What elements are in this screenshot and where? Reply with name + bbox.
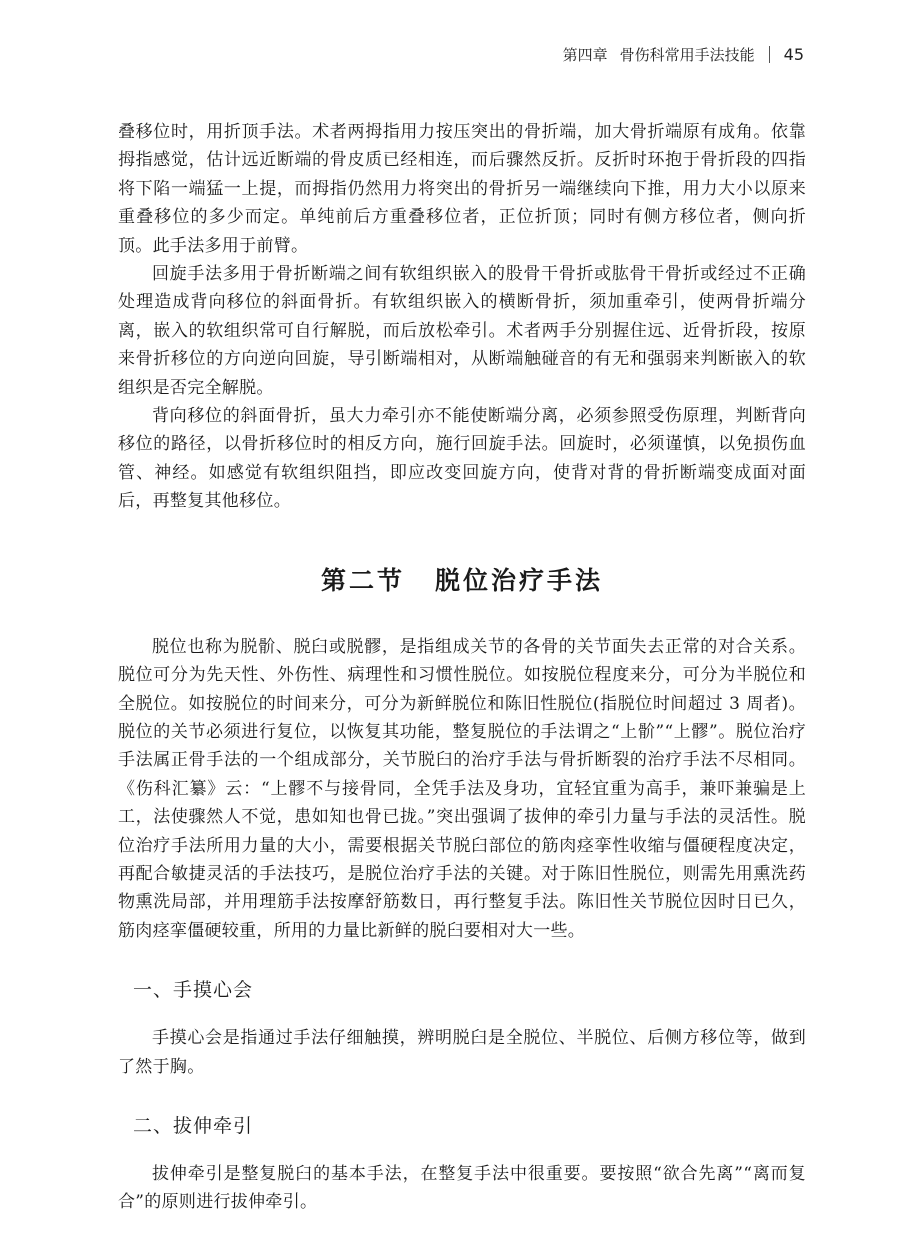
chapter-title: 骨伤科常用手法技能 <box>619 46 755 64</box>
page-number: 45 <box>783 45 804 64</box>
section-title: 脱位治疗手法 <box>435 565 604 595</box>
paragraph-traction: 拔伸牵引是整复脱臼的基本手法，在整复手法中很重要。要按照“欲合先离”“离而复合”的原则进行拔伸牵引。 <box>118 1163 806 1213</box>
paragraph-continued: 叠移位时，用折顶手法。术者两拇指用力按压突出的骨折端，加大骨折端原有成角。依靠拇指感觉，估计远近断端的骨皮质已经相连，而后骤然反折。反折时环抱于骨折段的四指将下陷一端猛一上提，而拇指仍然用力将突出的骨折另一端继续向下推，用力大小以原来重叠移位的多少而定。单纯前后方重叠移位者，正位折顶；同时有侧方移位者，侧向折顶。此手法多用于前臂。 <box>118 122 806 256</box>
chapter-label: 第四章 <box>562 46 608 64</box>
section-number: 第二节 <box>320 565 405 595</box>
paragraph-dislocation-overview: 脱位也称为脱骱、脱臼或脱髎，是指组成关节的各骨的关节面失去正常的对合关系。脱位可分为先天性、外伤性、病理性和习惯性脱位。如按脱位程度来分，可分为半脱位和全脱位。如按脱位的时间来分，可分为新鲜脱位和陈旧性脱位(指脱位时间超过 3 周者)。脱位的关节必须进行复位，以恢复其功能，整复脱位的手法谓之“上骱”“上髎”。脱位治疗手法属正骨手法的一个组成部分，关节脱臼的治疗手法与骨折断裂的治疗手法不尽相同。《伤科汇纂》云：“上髎不与接骨同，全凭手法及身功，宜轻宜重为高手，兼吓兼骗是上工，法使骤然人不觉，患如知也骨已拢。”突出强调了拔伸的牵引力量与手法的灵活性。脱位治疗手法所用力量的大小，需要根据关节脱臼部位的筋肉痉挛性收缩与僵硬程度决定，再配合敏捷灵活的手法技巧，是脱位治疗手法的关键。对于陈旧性脱位，则需先用熏洗药物熏洗局部，并用理筋手法按摩舒筋数日，再行整复手法。陈旧性关节脱位因时日已久，筋肉痉挛僵硬较重，所用的力量比新鲜的脱臼要相对大一些。 <box>118 636 806 941</box>
page-body <box>118 118 806 1217</box>
header-divider <box>769 46 770 63</box>
section-heading <box>118 561 806 597</box>
paragraph-back-to-back-fracture: 背向移位的斜面骨折，虽大力牵引亦不能使断端分离，必须参照受伤原理，判断背向移位的路径，以骨折移位时的相反方向，施行回旋手法。回旋时，必须谨慎，以免损伤血管、神经。如感觉有软组织阻挡，即应改变回旋方向，使背对背的骨折断端变成面对面后，再整复其他移位。 <box>118 406 806 512</box>
subsection-heading-palpation: 一、手摸心会 <box>133 979 254 1002</box>
paragraph-palpation: 手摸心会是指通过手法仔细触摸，辨明脱臼是全脱位、半脱位、后侧方移位等，做到了然于胸。 <box>118 1028 806 1077</box>
running-header <box>563 44 804 65</box>
subsection-heading-traction: 二、拔伸牵引 <box>133 1114 254 1137</box>
paragraph-rotation-technique: 回旋手法多用于骨折断端之间有软组织嵌入的股骨干骨折或肱骨干骨折或经过不正确处理造成背向移位的斜面骨折。有软组织嵌入的横断骨折，须加重牵引，使两骨折端分离，嵌入的软组织常可自行解脱，而后放松牵引。术者两手分别握住远、近骨折段，按原来骨折移位的方向逆向回旋，导引断端相对，从断端触碰音的有无和强弱来判断嵌入的软组织是否完全解脱。 <box>118 264 806 398</box>
